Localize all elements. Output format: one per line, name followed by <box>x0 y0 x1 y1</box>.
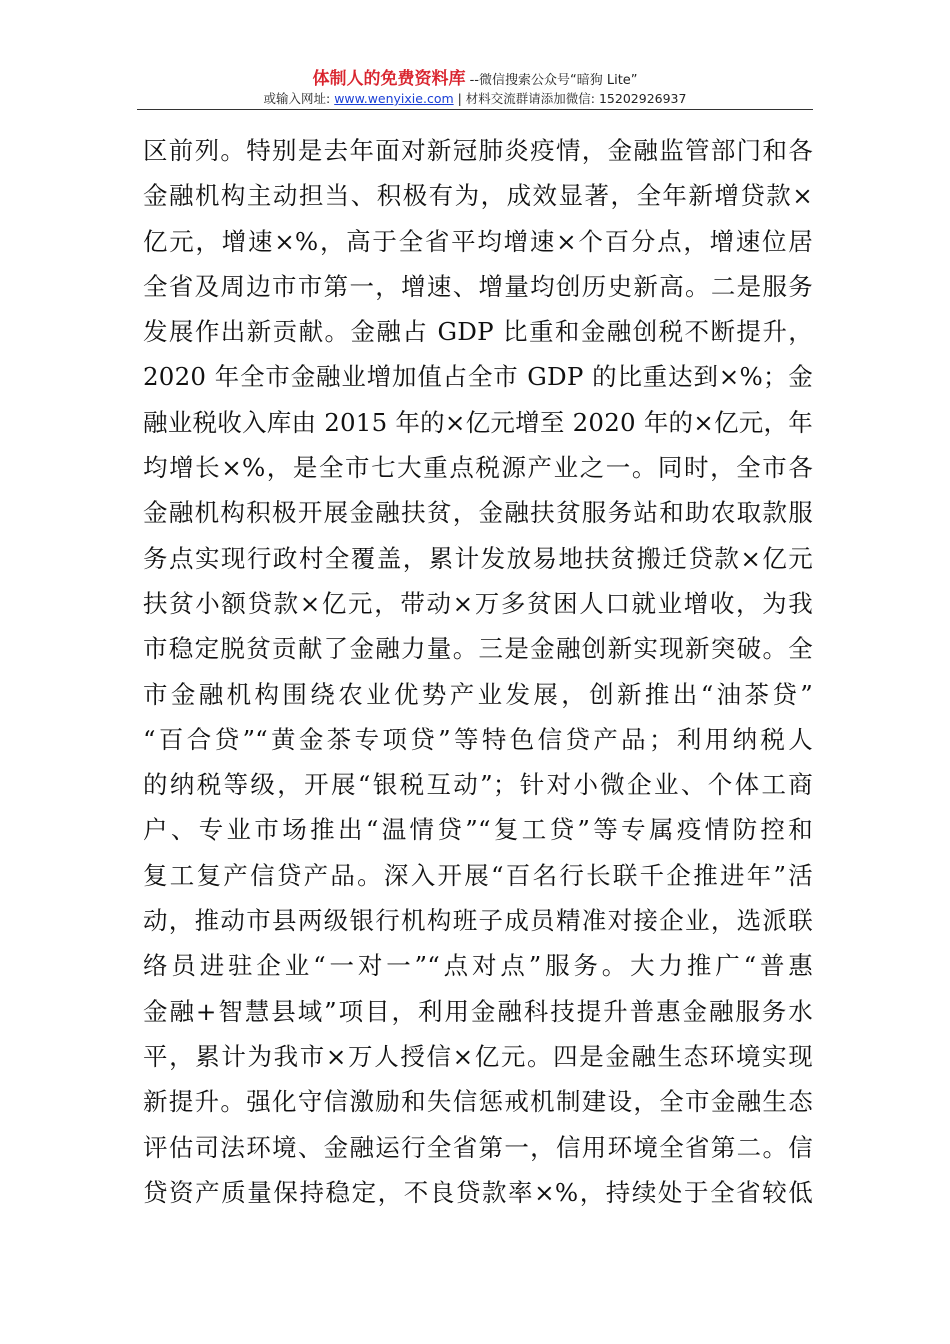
text-line: 贷资产质量保持稳定，不良贷款率×%，持续处于全省较低 <box>143 1177 813 1207</box>
text-line: 复工复产信贷产品。深入开展“百名行长联千企推进年”活 <box>143 860 813 890</box>
text-line: 市金融机构围绕农业优势产业发展，创新推出“油茶贷” <box>143 679 813 709</box>
website-link[interactable]: www.wenyixie.com <box>334 91 454 106</box>
header-contact-line <box>0 91 950 107</box>
text-line: 亿元，增速×%，高于全省平均增速×个百分点，增速位居 <box>143 226 813 256</box>
text-line: 区前列。特别是去年面对新冠肺炎疫情，金融监管部门和各 <box>143 136 813 165</box>
text-line: 全省及周边市市第一，增速、增量均创历史新高。二是服务 <box>143 271 813 301</box>
text-line: 新提升。强化守信激励和失信惩戒机制建设，全市金融生态 <box>143 1087 813 1117</box>
header-banner <box>0 70 950 90</box>
text-line: 融业税收入库由 2015 年的×亿元增至 2020 年的×亿元，年 <box>143 407 813 437</box>
text-line: 扶贫小额贷款×亿元，带动×万多贫困人口就业增收，为我 <box>143 588 813 618</box>
text-line: 市稳定脱贫贡献了金融力量。三是金融创新实现新突破。全 <box>143 634 813 664</box>
text-line: 金融+智慧县域”项目，利用金融科技提升普惠金融服务水 <box>143 996 813 1026</box>
text-line: 评估司法环境、金融运行全省第一，信用环境全省第二。信 <box>143 1132 813 1162</box>
text-line: 金融机构积极开展金融扶贫，金融扶贫服务站和助农取款服 <box>143 498 813 528</box>
contact-info: | 材料交流群请添加微信: 15202926937 <box>453 91 687 106</box>
text-line: “百合贷”“黄金茶专项贷”等特色信贷产品；利用纳税人 <box>143 724 813 754</box>
site-tagline: --微信搜索公众号“暗狗 Lite” <box>465 73 638 88</box>
text-line: 的纳税等级，开展“银税互动”；针对小微企业、个体工商 <box>143 770 813 800</box>
text-line: 务点实现行政村全覆盖，累计发放易地扶贫搬迁贷款×亿元 <box>143 543 813 573</box>
text-line: 金融机构主动担当、积极有为，成效显著，全年新增贷款× <box>143 181 813 211</box>
text-line: 2020 年全市金融业增加值占全市 GDP 的比重达到×%；金 <box>143 362 813 392</box>
text-line: 户、专业市场推出“温情贷”“复工贷”等专属疫情防控和 <box>143 815 813 845</box>
text-line: 平，累计为我市×万人授信×亿元。四是金融生态环境实现 <box>143 1041 813 1071</box>
text-line: 络员进驻企业“一对一”“点对点”服务。大力推广“普惠 <box>143 951 813 981</box>
text-line: 动，推动市县两级银行机构班子成员精准对接企业，选派联 <box>143 906 813 936</box>
text-line: 均增长×%，是全市七大重点税源产业之一。同时，全市各 <box>143 453 813 483</box>
text-line: 发展作出新贡献。金融占 GDP 比重和金融创税不断提升， <box>143 317 813 347</box>
url-prefix: 或输入网址: <box>263 91 335 106</box>
header-divider <box>137 109 813 110</box>
document-body <box>143 128 813 1215</box>
site-name: 体制人的免费资料库 <box>312 69 466 89</box>
